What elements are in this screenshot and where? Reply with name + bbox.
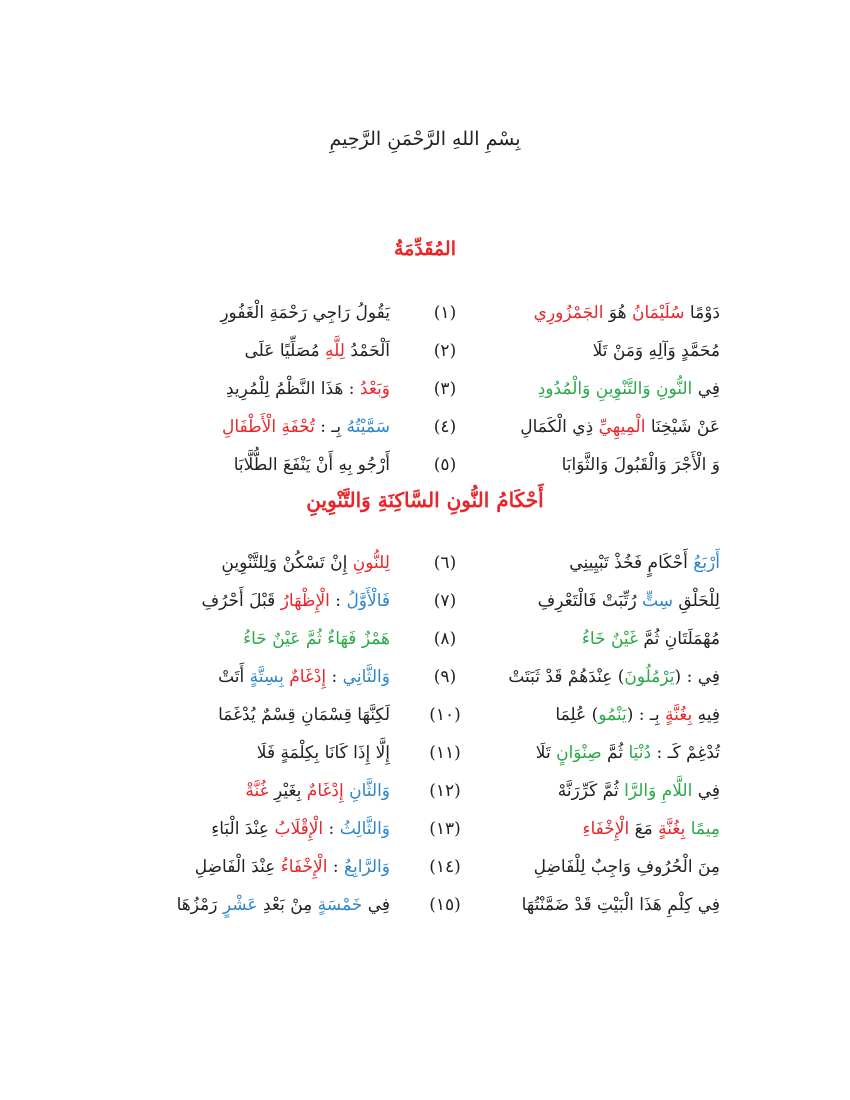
verse-number: (١١) <box>429 743 461 763</box>
rules-verses <box>160 544 720 924</box>
verse-segment: دَوْمًا <box>684 303 720 323</box>
verse-segment: وَالثَّالِثُ <box>339 819 390 839</box>
verse-segment: : هَذَا النَّظْمُ لِلْمُرِيدِ <box>226 379 360 399</box>
verse-segment: بِسِتَّةٍ <box>249 667 284 687</box>
section-title: أَحْكَامُ النُّونِ السَّاكِنَةِ وَالتَّنْوِينِ <box>306 488 544 512</box>
verse-segment: وَ الْأَجْرَ وَالْقَبُولَ وَالثَّوَابَا <box>561 455 720 475</box>
verse-number: (١) <box>433 303 457 323</box>
verse-row <box>160 772 720 810</box>
verse-segment: تَلَا <box>535 743 557 763</box>
verse-row <box>160 620 720 658</box>
verse-segment: سَمَّيْتُهُ <box>346 417 390 437</box>
verse-segment: أَرْبَعُ <box>693 553 720 573</box>
verse-first-hemistich <box>160 857 390 877</box>
verse-first-hemistich <box>160 895 390 915</box>
verse-segment: هُوَ <box>603 303 633 323</box>
verse-second-hemistich <box>500 743 720 763</box>
verse-row <box>160 734 720 772</box>
verse-segment: إِدْغَامٌ <box>289 667 327 687</box>
verse-segment: ثُمَّ كَرِّرَنَّهْ <box>557 781 625 801</box>
verse-segment: فِيهِ <box>692 705 720 725</box>
verse-segment: وَالرَّا <box>624 781 657 801</box>
verse-segment: تُحْفَةِ الْأَطْفَالِ <box>221 417 315 437</box>
verse-segment: الْمِيهِيِّ <box>598 417 646 437</box>
verse-first-hemistich <box>160 379 390 399</box>
verse-segment: مَعَ <box>629 819 659 839</box>
verse-number: (٩) <box>433 667 457 687</box>
verse-segment: إِلَّا إِذَا كَانَا بِكِلْمَةٍ فَلَا <box>256 743 390 763</box>
verse-number: (١٢) <box>429 781 461 801</box>
verse-segment: يَرْمُلُونَ <box>624 667 675 687</box>
verse-row <box>160 294 720 332</box>
verse-number: (٢) <box>433 341 457 361</box>
verse-first-hemistich <box>160 705 390 725</box>
verse-first-hemistich <box>160 341 390 361</box>
verse-second-hemistich <box>500 379 720 399</box>
verse-segment: الْإِخْفَاءُ <box>280 857 328 877</box>
verse-segment: هَمْزٌ فَهَاءٌ ثُمَّ عَيْنٌ حَاءُ <box>243 629 390 649</box>
verse-segment: وَالْمُدُودِ <box>537 379 591 399</box>
verse-segment: ) عُلِمَا <box>555 705 599 725</box>
verse-second-hemistich <box>500 667 720 687</box>
verse-segment: مُهْمَلَتَانِ ثُمَّ <box>637 629 720 649</box>
verse-segment: لِلنُّونِ <box>352 553 390 573</box>
verse-segment: فَالْأَوَّلُ <box>346 591 390 611</box>
verse-second-hemistich <box>500 455 720 475</box>
verse-segment: عِنْدَ الْبَاءِ <box>211 819 275 839</box>
verse-segment: وَبَعْدُ <box>359 379 390 399</box>
verse-segment: وَالرَّابِعُ <box>344 857 390 877</box>
verse-segment: عِنْدَ الْفَاضِلِ <box>194 857 281 877</box>
verse-first-hemistich <box>160 629 390 649</box>
verse-first-hemistich <box>160 417 390 437</box>
verse-segment: بِغَيْرِ <box>268 781 307 801</box>
verse-second-hemistich <box>500 629 720 649</box>
verse-second-hemistich <box>500 303 720 323</box>
verse-segment: الْإِقْلَابُ <box>274 819 324 839</box>
verse-number: (١٠) <box>429 705 461 725</box>
verse-second-hemistich <box>500 417 720 437</box>
verse-segment: بِـ : <box>314 417 347 437</box>
verse-first-hemistich <box>160 303 390 323</box>
verse-segment: بِغُنَّةٍ <box>658 819 686 839</box>
verse-segment: عَنْ شَيْخِنَا <box>645 417 720 437</box>
verse-segment: إِنْ تَسْكُنْ وَلِلتَّنْوِينِ <box>221 553 353 573</box>
verse-segment: رَمْزُهَا <box>176 895 223 915</box>
verse-row <box>160 408 720 446</box>
verse-first-hemistich <box>160 553 390 573</box>
verse-segment: مُحَمَّدٍ وَآلِهِ وَمَنْ تَلَا <box>592 341 720 361</box>
verse-segment: بِغُنَّةٍ <box>665 705 693 725</box>
verse-segment: وَالتَّنْوِينِ <box>595 379 651 399</box>
verse-second-hemistich <box>500 705 720 725</box>
verse-segment: عَشْرٍ <box>222 895 258 915</box>
verse-number: (٥) <box>433 455 457 475</box>
verse-segment: رُتِّبَتْ فَالْتَعْرِفِ <box>537 591 643 611</box>
verse-segment: سِتٍّ <box>642 591 673 611</box>
verse-number: (٨) <box>433 629 457 649</box>
verse-segment: مِنْ بَعْدِ <box>257 895 318 915</box>
verse-second-hemistich <box>500 553 720 573</box>
verse-segment: قَبْلَ أَحْرُفِ <box>201 591 281 611</box>
verse-row <box>160 332 720 370</box>
verse-segment: النُّونِ <box>655 379 693 399</box>
verse-segment: لِلْحَلْقِ <box>673 591 720 611</box>
verse-row <box>160 810 720 848</box>
verse-row <box>160 886 720 924</box>
verse-segment: : <box>323 819 340 839</box>
verse-row <box>160 446 720 484</box>
verse-row <box>160 848 720 886</box>
verse-segment: مِنَ الْحُرُوفِ وَاجِبٌ لِلْفَاضِلِ <box>533 857 720 877</box>
basmala: بِسْمِ اللهِ الرَّحْمَنِ الرَّحِيمِ <box>329 128 521 150</box>
verse-segment: أَرْجُو بِهِ أَنْ يَنْفَعَ الطُّلَّابَا <box>233 455 390 475</box>
verse-segment: وَالثَّانِ <box>349 781 390 801</box>
verse-segment: ) عِنْدَهُمْ قَدْ ثَبَتَتْ <box>508 667 625 687</box>
verse-first-hemistich <box>160 455 390 475</box>
verse-first-hemistich <box>160 819 390 839</box>
verse-segment: اَلْحَمْدُ <box>344 341 390 361</box>
verse-segment: : <box>326 667 343 687</box>
verse-second-hemistich <box>500 895 720 915</box>
verse-segment: سُلَيْمَانُ <box>632 303 685 323</box>
verse-segment: الْإِخْفَاءِ <box>582 819 630 839</box>
verse-segment: خَمْسَةٍ <box>317 895 363 915</box>
verse-segment: لَكِنَّهَا قِسْمَانِ قِسْمٌ يُدْغَمَا <box>218 705 390 725</box>
verse-row <box>160 544 720 582</box>
verse-segment: تُدْغِمْ كَـ : <box>651 743 720 763</box>
verse-segment: دُنْيَا <box>628 743 652 763</box>
verse-number: (١٣) <box>429 819 461 839</box>
verse-segment: فِي : ( <box>674 667 720 687</box>
verse-second-hemistich <box>500 857 720 877</box>
verse-first-hemistich <box>160 781 390 801</box>
verse-second-hemistich <box>500 819 720 839</box>
verse-segment: : <box>329 591 347 611</box>
verse-segment: يَقُولُ رَاجِي رَحْمَةِ الْغَفُورِ <box>220 303 390 323</box>
intro-title: المُقَدِّمَةُ <box>393 238 456 260</box>
verse-segment: يَنْمُو <box>598 705 627 725</box>
intro-verses <box>160 294 720 484</box>
verse-segment: ذِي الْكَمَالِ <box>520 417 599 437</box>
verse-segment: مِيمًا <box>690 819 720 839</box>
verse-segment: إِدْغَامٌ <box>306 781 344 801</box>
verse-segment: : <box>327 857 344 877</box>
verse-row <box>160 370 720 408</box>
verse-segment: غُنَّةْ <box>245 781 269 801</box>
verse-second-hemistich <box>500 341 720 361</box>
verse-segment: صِنْوَانٍ <box>556 743 602 763</box>
verse-segment: فِي <box>362 895 390 915</box>
verse-segment: وَالثَّانِي <box>342 667 390 687</box>
verse-segment: فِي <box>692 379 720 399</box>
verse-segment: أَتَتْ <box>218 667 250 687</box>
verse-number: (٤) <box>433 417 457 437</box>
verse-segment: مُصَلِّيًا عَلَى <box>244 341 326 361</box>
verse-segment: لِلَّهِ <box>325 341 345 361</box>
verse-row <box>160 696 720 734</box>
verse-segment: اللَّامِ <box>661 781 693 801</box>
verse-first-hemistich <box>160 591 390 611</box>
verse-number: (١٤) <box>429 857 461 877</box>
verse-segment: أَحْكَامٍ فَخُذْ تَبْيِينِي <box>569 553 694 573</box>
verse-number: (٧) <box>433 591 457 611</box>
verse-segment: فِي كِلْمِ هَذَا الْبَيْتِ قَدْ ضَمَّنْتُهَا <box>521 895 720 915</box>
verse-row <box>160 658 720 696</box>
verse-number: (١٥) <box>429 895 461 915</box>
verse-segment: ثُمَّ <box>601 743 629 763</box>
verse-second-hemistich <box>500 781 720 801</box>
verse-second-hemistich <box>500 591 720 611</box>
verse-first-hemistich <box>160 743 390 763</box>
verse-segment: غَيْنٌ خَاءُ <box>581 629 638 649</box>
verse-segment: فِي <box>692 781 720 801</box>
verse-first-hemistich <box>160 667 390 687</box>
verse-number: (٦) <box>433 553 457 573</box>
verse-row <box>160 582 720 620</box>
verse-segment: بِـ : ( <box>626 705 666 725</box>
verse-segment: الجَمْزُورِي <box>533 303 604 323</box>
verse-number: (٣) <box>433 379 457 399</box>
verse-segment: الْإِظْهَارُ <box>280 591 330 611</box>
